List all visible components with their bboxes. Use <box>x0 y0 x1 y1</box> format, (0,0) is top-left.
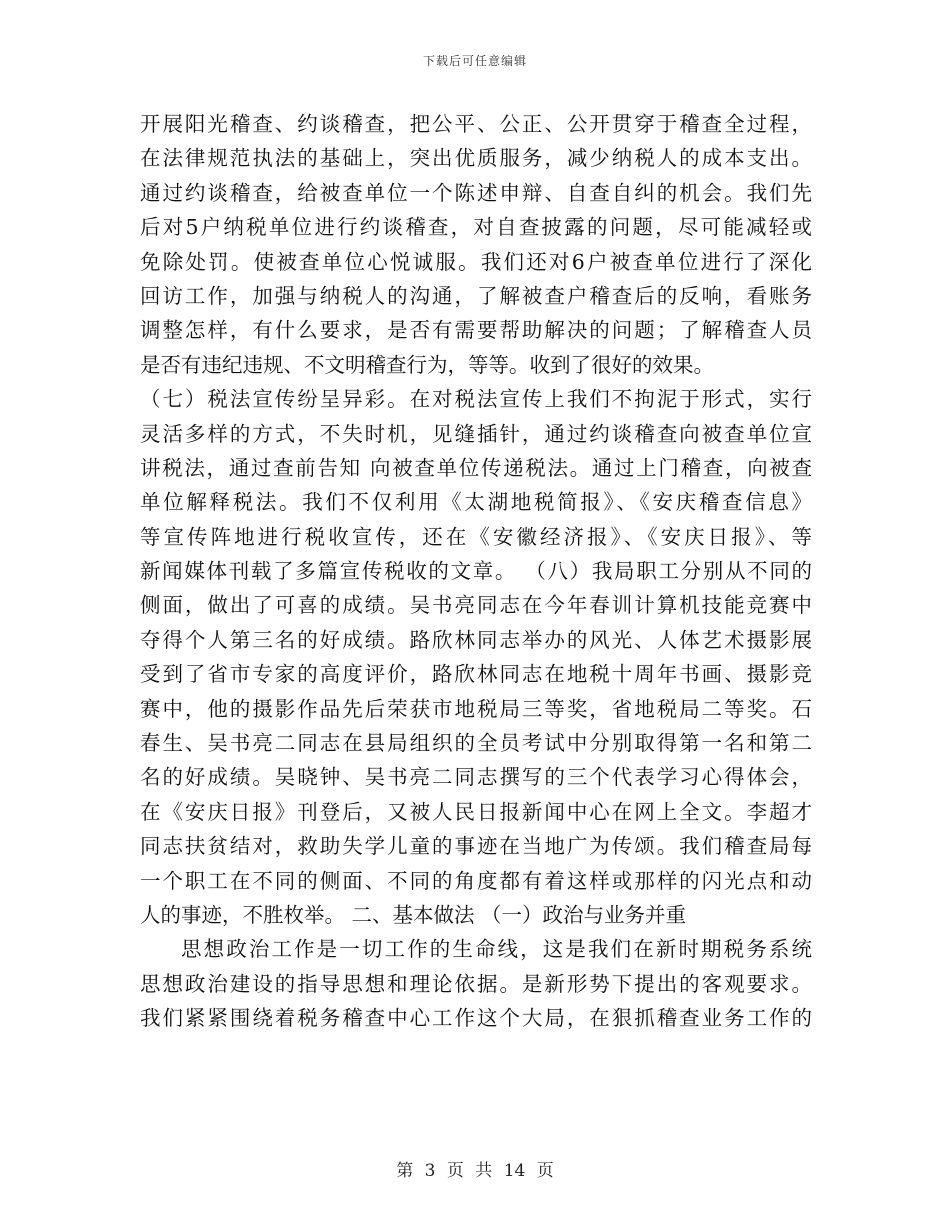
text-line: 在法律规范执法的基础上，突出优质服务，减少纳税人的成本支出。 <box>140 146 812 171</box>
document-body <box>140 107 812 1036</box>
text-line: 灵活多样的方式，不失时机，见缝插针，通过约谈稽查向被查单位宣 <box>140 421 812 446</box>
text-line: 人的事迹，不胜枚举。 二、基本做法 （一）政治与业务并重 <box>140 902 687 927</box>
text-line: 侧面，做出了可喜的成绩。吴书亮同志在今年春训计算机技能竞赛中 <box>140 593 812 618</box>
text-line: 是否有违纪违规、不文明稽查行为，等等。收到了很好的效果。 <box>140 352 714 377</box>
text-line: 思想政治工作是一切工作的生命线，这是我们在新时期税务系统 <box>181 937 812 962</box>
text-line: 受到了省市专家的高度评价，路欣林同志在地税十周年书画、摄影竞 <box>140 662 812 687</box>
text-line: 同志扶贫结对，救助失学儿童的事迹在当地广为传颂。我们稽查局每 <box>140 834 812 859</box>
text-line: 春生、吴书亮二同志在县局组织的全员考试中分别取得第一名和第二 <box>140 731 812 756</box>
page-header-note: 下载后可任意编辑 <box>422 54 527 68</box>
text-line: 调整怎样，有什么要求，是否有需要帮助解决的问题；了解稽查人员 <box>140 318 812 343</box>
text-line: 赛中，他的摄影作品先后荣获市地税局三等奖，省地税局二等奖。石 <box>140 696 812 721</box>
text-line: 回访工作，加强与纳税人的沟通，了解被查户稽查后的反响，看账务 <box>140 283 812 308</box>
text-line: 思想政治建设的指导思想和理论依据。是新形势下提出的客观要求。 <box>140 971 812 996</box>
text-line: 开展阳光稽查、约谈稽查，把公平、公正、公开贯穿于稽查全过程， <box>140 112 812 136</box>
text-line: 通过约谈稽查，给被查单位一个陈述申辩、自查自纠的机会。我们先 <box>140 180 812 205</box>
text-line: 一个职工在不同的侧面、不同的角度都有着这样或那样的闪光点和动 <box>140 868 812 893</box>
text-line: 讲税法，通过查前告知 向被查单位传递税法。通过上门稽查，向被查 <box>140 455 812 480</box>
text-line: 名的好成绩。吴晓钟、吴书亮二同志撰写的三个代表学习心得体会， <box>140 765 812 790</box>
text-line: 免除处罚。使被查单位心悦诚服。我们还对6户被查单位进行了深化 <box>140 249 812 274</box>
text-line: 在《安庆日报》刊登后，又被人民日报新闻中心在网上全文。李超才 <box>140 799 812 824</box>
text-line: 单位解释税法。我们不仅利用《太湖地税简报》、《安庆稽查信息》 <box>140 490 812 515</box>
text-line: 夺得个人第三名的好成绩。路欣林同志举办的风光、人体艺术摄影展 <box>140 627 812 652</box>
text-line: 我们紧紧围绕着税务稽查中心工作这个大局，在狠抓稽查业务工作的 <box>140 1006 812 1031</box>
text-line: 新闻媒体刊载了多篇宣传税收的文章。 （八）我局职工分别从不同的 <box>140 559 812 584</box>
text-line: 后对5户纳税单位进行约谈稽查，对自查披露的问题，尽可能减轻或 <box>140 215 812 240</box>
page-number: 第 3 页 共 14 页 <box>396 1161 554 1181</box>
text-line: （七）税法宣传纷呈异彩。在对税法宣传上我们不拘泥于形式，实行 <box>140 387 812 412</box>
text-line: 等宣传阵地进行税收宣传，还在《安徽经济报》、《安庆日报》、等 <box>140 524 812 549</box>
